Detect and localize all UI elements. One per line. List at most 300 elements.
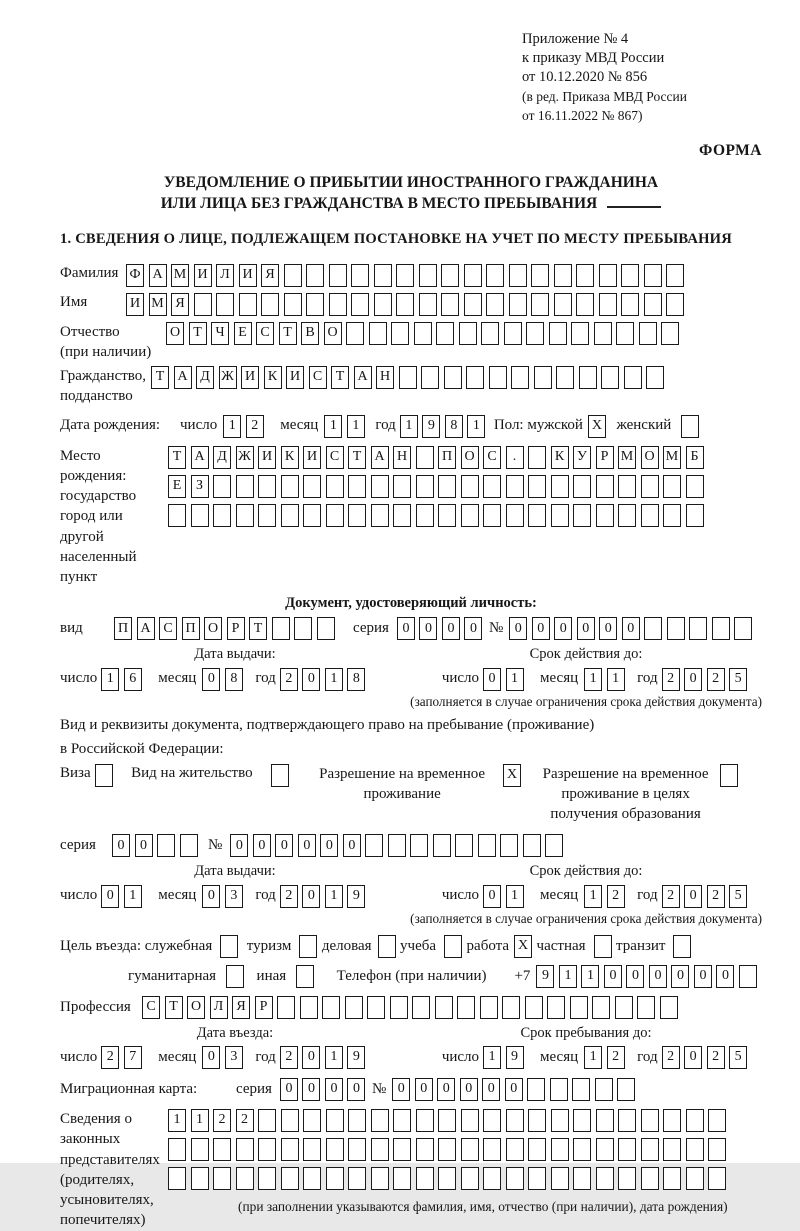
char-box[interactable]: [483, 504, 501, 527]
char-box[interactable]: С: [309, 366, 327, 389]
char-box[interactable]: [527, 1078, 545, 1101]
char-box[interactable]: [686, 1167, 704, 1190]
char-box[interactable]: [618, 475, 636, 498]
char-box[interactable]: Р: [255, 996, 273, 1019]
char-box[interactable]: [666, 293, 684, 316]
char-box[interactable]: 1: [191, 1109, 209, 1132]
char-box[interactable]: [410, 834, 428, 857]
char-box[interactable]: 1: [101, 668, 119, 691]
char-box[interactable]: [438, 475, 456, 498]
char-box[interactable]: 0: [302, 1046, 320, 1069]
char-box[interactable]: 0: [694, 965, 712, 988]
char-box[interactable]: В: [301, 322, 319, 345]
char-box[interactable]: [191, 1138, 209, 1161]
char-box[interactable]: [673, 935, 691, 958]
char-box[interactable]: 0: [599, 617, 617, 640]
char-box[interactable]: 1: [347, 415, 365, 438]
char-box[interactable]: 1: [584, 1046, 602, 1069]
char-box[interactable]: [461, 1138, 479, 1161]
char-box[interactable]: 0: [649, 965, 667, 988]
char-box[interactable]: [511, 366, 529, 389]
char-box[interactable]: [666, 264, 684, 287]
char-box[interactable]: [573, 1138, 591, 1161]
char-box[interactable]: [686, 1109, 704, 1132]
char-box[interactable]: [571, 322, 589, 345]
char-box[interactable]: [258, 475, 276, 498]
char-box[interactable]: Ж: [219, 366, 237, 389]
char-box[interactable]: И: [303, 446, 321, 469]
char-box[interactable]: [596, 1138, 614, 1161]
temp-residence-checkbox[interactable]: [503, 764, 526, 787]
char-box[interactable]: [461, 1167, 479, 1190]
char-box[interactable]: [599, 293, 617, 316]
char-box[interactable]: 0: [509, 617, 527, 640]
char-box[interactable]: [391, 322, 409, 345]
char-box[interactable]: [478, 834, 496, 857]
char-box[interactable]: [720, 764, 738, 787]
char-box[interactable]: [421, 366, 439, 389]
char-box[interactable]: [528, 1167, 546, 1190]
char-box[interactable]: [441, 293, 459, 316]
char-box[interactable]: К: [551, 446, 569, 469]
char-box[interactable]: 0: [671, 965, 689, 988]
char-box[interactable]: [348, 475, 366, 498]
char-box[interactable]: [444, 366, 462, 389]
char-box[interactable]: [466, 366, 484, 389]
char-box[interactable]: [322, 996, 340, 1019]
char-box[interactable]: 0: [505, 1078, 523, 1101]
char-box[interactable]: [396, 293, 414, 316]
char-box[interactable]: [281, 475, 299, 498]
purpose-official-checkbox[interactable]: [220, 935, 243, 958]
char-box[interactable]: [438, 1109, 456, 1132]
char-box[interactable]: Б: [686, 446, 704, 469]
char-box[interactable]: 9: [347, 885, 365, 908]
char-box[interactable]: 0: [202, 668, 220, 691]
char-box[interactable]: [639, 322, 657, 345]
char-box[interactable]: 8: [445, 415, 463, 438]
char-box[interactable]: [464, 264, 482, 287]
char-box[interactable]: [663, 1138, 681, 1161]
purpose-private-checkbox[interactable]: [594, 935, 617, 958]
char-box[interactable]: [168, 504, 186, 527]
char-box[interactable]: [525, 996, 543, 1019]
char-box[interactable]: [576, 293, 594, 316]
char-box[interactable]: 1: [325, 885, 343, 908]
char-box[interactable]: Т: [279, 322, 297, 345]
char-box[interactable]: 0: [397, 617, 415, 640]
char-box[interactable]: [663, 504, 681, 527]
char-box[interactable]: [481, 322, 499, 345]
char-box[interactable]: А: [149, 264, 167, 287]
char-box[interactable]: Т: [331, 366, 349, 389]
char-box[interactable]: 0: [483, 668, 501, 691]
char-box[interactable]: [277, 996, 295, 1019]
char-box[interactable]: [528, 446, 546, 469]
char-box[interactable]: [258, 1138, 276, 1161]
char-box[interactable]: [459, 322, 477, 345]
char-box[interactable]: 1: [584, 668, 602, 691]
char-box[interactable]: [236, 504, 254, 527]
char-box[interactable]: [306, 293, 324, 316]
purpose-humanitarian-checkbox[interactable]: [226, 965, 249, 988]
char-box[interactable]: [504, 322, 522, 345]
char-box[interactable]: [573, 504, 591, 527]
char-box[interactable]: [483, 1138, 501, 1161]
char-box[interactable]: 1: [324, 415, 342, 438]
char-box[interactable]: [523, 834, 541, 857]
char-box[interactable]: 1: [483, 1046, 501, 1069]
char-box[interactable]: 0: [626, 965, 644, 988]
char-box[interactable]: [506, 475, 524, 498]
char-box[interactable]: [216, 293, 234, 316]
char-box[interactable]: [686, 1138, 704, 1161]
char-box[interactable]: [326, 1138, 344, 1161]
char-box[interactable]: [284, 264, 302, 287]
char-box[interactable]: [660, 996, 678, 1019]
char-box[interactable]: [416, 1167, 434, 1190]
char-box[interactable]: [157, 834, 175, 857]
char-box[interactable]: [393, 1138, 411, 1161]
char-box[interactable]: 0: [684, 1046, 702, 1069]
char-box[interactable]: С: [483, 446, 501, 469]
char-box[interactable]: 0: [302, 668, 320, 691]
char-box[interactable]: [272, 617, 290, 640]
char-box[interactable]: [483, 1167, 501, 1190]
char-box[interactable]: [191, 504, 209, 527]
char-box[interactable]: [573, 475, 591, 498]
char-box[interactable]: [329, 264, 347, 287]
char-box[interactable]: 2: [236, 1109, 254, 1132]
char-box[interactable]: [483, 475, 501, 498]
char-box[interactable]: 0: [464, 617, 482, 640]
char-box[interactable]: [220, 935, 238, 958]
char-box[interactable]: 1: [506, 668, 524, 691]
char-box[interactable]: [621, 293, 639, 316]
sex-female-checkbox[interactable]: [681, 415, 704, 438]
char-box[interactable]: 0: [253, 834, 271, 857]
temp-residence-education-checkbox[interactable]: [720, 764, 743, 787]
char-box[interactable]: С: [159, 617, 177, 640]
char-box[interactable]: 0: [437, 1078, 455, 1101]
char-box[interactable]: [461, 475, 479, 498]
purpose-transit-checkbox[interactable]: [673, 935, 696, 958]
char-box[interactable]: [191, 1167, 209, 1190]
char-box[interactable]: 6: [124, 668, 142, 691]
char-box[interactable]: 7: [124, 1046, 142, 1069]
char-box[interactable]: [371, 1167, 389, 1190]
char-box[interactable]: [641, 1138, 659, 1161]
char-box[interactable]: С: [256, 322, 274, 345]
char-box[interactable]: Т: [151, 366, 169, 389]
char-box[interactable]: Я: [232, 996, 250, 1019]
char-box[interactable]: 2: [101, 1046, 119, 1069]
char-box[interactable]: [599, 264, 617, 287]
char-box[interactable]: 0: [135, 834, 153, 857]
char-box[interactable]: [326, 1109, 344, 1132]
char-box[interactable]: [594, 935, 612, 958]
char-box[interactable]: [528, 1109, 546, 1132]
char-box[interactable]: [271, 764, 289, 787]
char-box[interactable]: [168, 1167, 186, 1190]
char-box[interactable]: [551, 1109, 569, 1132]
char-box[interactable]: А: [137, 617, 155, 640]
char-box[interactable]: [300, 996, 318, 1019]
char-box[interactable]: [296, 965, 314, 988]
char-box[interactable]: [261, 293, 279, 316]
char-box[interactable]: 1: [124, 885, 142, 908]
char-box[interactable]: [641, 504, 659, 527]
char-box[interactable]: [686, 504, 704, 527]
char-box[interactable]: 0: [112, 834, 130, 857]
char-box[interactable]: [180, 834, 198, 857]
char-box[interactable]: [712, 617, 730, 640]
char-box[interactable]: [281, 1167, 299, 1190]
char-box[interactable]: 5: [729, 668, 747, 691]
char-box[interactable]: [371, 1109, 389, 1132]
char-box[interactable]: 2: [280, 1046, 298, 1069]
char-box[interactable]: Т: [348, 446, 366, 469]
char-box[interactable]: 0: [320, 834, 338, 857]
char-box[interactable]: О: [461, 446, 479, 469]
char-box[interactable]: [294, 617, 312, 640]
char-box[interactable]: [194, 293, 212, 316]
char-box[interactable]: [374, 264, 392, 287]
char-box[interactable]: [457, 996, 475, 1019]
char-box[interactable]: [576, 264, 594, 287]
char-box[interactable]: Д: [213, 446, 231, 469]
char-box[interactable]: [388, 834, 406, 857]
sex-male-checkbox[interactable]: [588, 415, 611, 438]
char-box[interactable]: О: [166, 322, 184, 345]
char-box[interactable]: [441, 264, 459, 287]
char-box[interactable]: [572, 1078, 590, 1101]
char-box[interactable]: [624, 366, 642, 389]
char-box[interactable]: 0: [202, 1046, 220, 1069]
char-box[interactable]: 2: [607, 1046, 625, 1069]
char-box[interactable]: [596, 1167, 614, 1190]
char-box[interactable]: [226, 965, 244, 988]
char-box[interactable]: [326, 504, 344, 527]
char-box[interactable]: З: [191, 475, 209, 498]
char-box[interactable]: [393, 475, 411, 498]
char-box[interactable]: Н: [376, 366, 394, 389]
char-box[interactable]: С: [142, 996, 160, 1019]
char-box[interactable]: [416, 446, 434, 469]
char-box[interactable]: 1: [223, 415, 241, 438]
char-box[interactable]: [601, 366, 619, 389]
purpose-other-checkbox[interactable]: [296, 965, 319, 988]
char-box[interactable]: [236, 1138, 254, 1161]
char-box[interactable]: 0: [415, 1078, 433, 1101]
char-box[interactable]: 1: [325, 668, 343, 691]
char-box[interactable]: [348, 1138, 366, 1161]
char-box[interactable]: Т: [165, 996, 183, 1019]
char-box[interactable]: [534, 366, 552, 389]
char-box[interactable]: 0: [483, 885, 501, 908]
char-box[interactable]: [213, 1167, 231, 1190]
char-box[interactable]: 2: [607, 885, 625, 908]
char-box[interactable]: [641, 1167, 659, 1190]
char-box[interactable]: 2: [246, 415, 264, 438]
char-box[interactable]: 2: [707, 1046, 725, 1069]
char-box[interactable]: [258, 1109, 276, 1132]
char-box[interactable]: [374, 293, 392, 316]
char-box[interactable]: [486, 264, 504, 287]
char-box[interactable]: И: [286, 366, 304, 389]
char-box[interactable]: [399, 366, 417, 389]
char-box[interactable]: 1: [168, 1109, 186, 1132]
char-box[interactable]: [689, 617, 707, 640]
char-box[interactable]: 2: [213, 1109, 231, 1132]
char-box[interactable]: [284, 293, 302, 316]
char-box[interactable]: [329, 293, 347, 316]
char-box[interactable]: А: [371, 446, 389, 469]
char-box[interactable]: [506, 504, 524, 527]
char-box[interactable]: П: [114, 617, 132, 640]
char-box[interactable]: [303, 1138, 321, 1161]
char-box[interactable]: Е: [234, 322, 252, 345]
char-box[interactable]: [579, 366, 597, 389]
char-box[interactable]: [547, 996, 565, 1019]
char-box[interactable]: 8: [225, 668, 243, 691]
char-box[interactable]: 5: [729, 1046, 747, 1069]
char-box[interactable]: [390, 996, 408, 1019]
char-box[interactable]: 0: [101, 885, 119, 908]
char-box[interactable]: [348, 504, 366, 527]
char-box[interactable]: О: [187, 996, 205, 1019]
char-box[interactable]: М: [618, 446, 636, 469]
char-box[interactable]: [371, 475, 389, 498]
char-box[interactable]: [551, 504, 569, 527]
char-box[interactable]: .: [506, 446, 524, 469]
char-box[interactable]: 0: [716, 965, 734, 988]
char-box[interactable]: [739, 965, 757, 988]
char-box[interactable]: [615, 996, 633, 1019]
char-box[interactable]: [258, 1167, 276, 1190]
char-box[interactable]: [592, 996, 610, 1019]
char-box[interactable]: 8: [347, 668, 365, 691]
char-box[interactable]: [506, 1167, 524, 1190]
char-box[interactable]: X: [503, 764, 521, 787]
char-box[interactable]: 0: [280, 1078, 298, 1101]
char-box[interactable]: [596, 1109, 614, 1132]
char-box[interactable]: 1: [506, 885, 524, 908]
char-box[interactable]: Я: [171, 293, 189, 316]
char-box[interactable]: [348, 1167, 366, 1190]
char-box[interactable]: [258, 504, 276, 527]
char-box[interactable]: [303, 1109, 321, 1132]
char-box[interactable]: [393, 1167, 411, 1190]
char-box[interactable]: 0: [684, 668, 702, 691]
char-box[interactable]: [436, 322, 454, 345]
char-box[interactable]: 9: [506, 1046, 524, 1069]
char-box[interactable]: [551, 1167, 569, 1190]
char-box[interactable]: 0: [302, 885, 320, 908]
char-box[interactable]: [596, 504, 614, 527]
char-box[interactable]: [644, 264, 662, 287]
char-box[interactable]: [661, 322, 679, 345]
char-box[interactable]: [480, 996, 498, 1019]
char-box[interactable]: [550, 1078, 568, 1101]
char-box[interactable]: Ж: [236, 446, 254, 469]
char-box[interactable]: 0: [684, 885, 702, 908]
char-box[interactable]: 9: [347, 1046, 365, 1069]
char-box[interactable]: П: [438, 446, 456, 469]
char-box[interactable]: [416, 475, 434, 498]
char-box[interactable]: [416, 1138, 434, 1161]
char-box[interactable]: 0: [442, 617, 460, 640]
char-box[interactable]: С: [326, 446, 344, 469]
char-box[interactable]: [371, 504, 389, 527]
char-box[interactable]: 2: [280, 668, 298, 691]
char-box[interactable]: И: [239, 264, 257, 287]
char-box[interactable]: [506, 1109, 524, 1132]
purpose-tourism-checkbox[interactable]: [299, 935, 322, 958]
char-box[interactable]: [281, 1109, 299, 1132]
char-box[interactable]: [317, 617, 335, 640]
char-box[interactable]: 2: [280, 885, 298, 908]
char-box[interactable]: [734, 617, 752, 640]
char-box[interactable]: 1: [467, 415, 485, 438]
char-box[interactable]: [239, 293, 257, 316]
char-box[interactable]: [594, 322, 612, 345]
char-box[interactable]: [502, 996, 520, 1019]
char-box[interactable]: 0: [202, 885, 220, 908]
char-box[interactable]: 0: [347, 1078, 365, 1101]
char-box[interactable]: [644, 617, 662, 640]
char-box[interactable]: [528, 1138, 546, 1161]
char-box[interactable]: 9: [422, 415, 440, 438]
char-box[interactable]: М: [149, 293, 167, 316]
char-box[interactable]: [616, 322, 634, 345]
char-box[interactable]: И: [241, 366, 259, 389]
char-box[interactable]: [393, 1109, 411, 1132]
char-box[interactable]: [213, 1138, 231, 1161]
char-box[interactable]: 1: [400, 415, 418, 438]
char-box[interactable]: [435, 996, 453, 1019]
char-box[interactable]: [595, 1078, 613, 1101]
char-box[interactable]: [213, 475, 231, 498]
char-box[interactable]: [438, 1138, 456, 1161]
char-box[interactable]: [618, 1109, 636, 1132]
char-box[interactable]: [371, 1138, 389, 1161]
visa-checkbox[interactable]: [95, 764, 118, 787]
char-box[interactable]: [621, 264, 639, 287]
char-box[interactable]: Л: [216, 264, 234, 287]
char-box[interactable]: И: [126, 293, 144, 316]
char-box[interactable]: X: [588, 415, 606, 438]
char-box[interactable]: Р: [596, 446, 614, 469]
char-box[interactable]: 0: [482, 1078, 500, 1101]
residence-permit-checkbox[interactable]: [271, 764, 294, 787]
char-box[interactable]: [416, 1109, 434, 1132]
char-box[interactable]: [596, 475, 614, 498]
char-box[interactable]: [617, 1078, 635, 1101]
char-box[interactable]: 1: [607, 668, 625, 691]
char-box[interactable]: [708, 1138, 726, 1161]
char-box[interactable]: 1: [584, 885, 602, 908]
char-box[interactable]: [618, 504, 636, 527]
char-box[interactable]: [526, 322, 544, 345]
char-box[interactable]: [365, 834, 383, 857]
char-box[interactable]: К: [281, 446, 299, 469]
char-box[interactable]: [531, 293, 549, 316]
char-box[interactable]: [213, 504, 231, 527]
char-box[interactable]: [489, 366, 507, 389]
char-box[interactable]: [464, 293, 482, 316]
char-box[interactable]: [281, 504, 299, 527]
